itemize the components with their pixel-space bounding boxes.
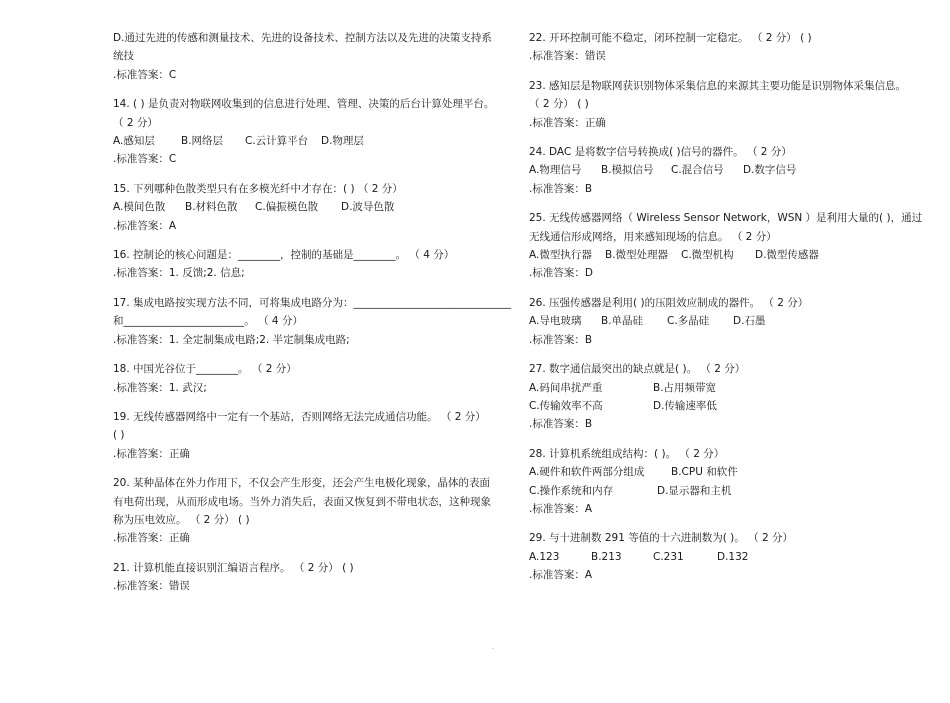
option-c: C.231 (653, 550, 684, 563)
option-row (113, 198, 505, 216)
standard-answer: .标准答案：正确 (113, 447, 190, 460)
question-text-line: 24. DAC 是将数字信号转换成( )信号的器件。 （ 2 分） (529, 146, 792, 159)
option-d: D.波导色散 (341, 201, 395, 214)
standard-answer: .标准答案：B (529, 182, 593, 195)
question-text-line: 17. 集成电路按实现方法不同，可将集成电路分为：______________________________ (113, 296, 512, 309)
option-b: B.占用频带宽 (653, 381, 717, 394)
option-c: C.偏振模色散 (255, 201, 319, 214)
option-a: A.硬件和软件两部分组成 (529, 466, 645, 479)
question-29 (529, 529, 919, 584)
option-row (529, 312, 919, 330)
standard-answer: .标准答案：错误 (529, 50, 606, 63)
option-a: A.码间串扰严重 (529, 381, 603, 394)
question-text-line: 23. 感知层是物联网获识别物体采集信息的来源其主要功能是识别物体采集信息。 (529, 79, 907, 92)
option-row (529, 161, 919, 179)
option-d: D.数字信号 (743, 164, 797, 177)
question-21 (113, 559, 505, 596)
option-b: B.材料色散 (185, 201, 238, 214)
question-text-line: 29. 与十进制数 291 等值的十六进制数为( )。 （ 2 分） (529, 532, 793, 545)
question-text-line: （ 2 分） (113, 116, 158, 129)
option-b: B.网络层 (181, 135, 224, 148)
option-a: A.模间色散 (113, 201, 166, 214)
option-a: A.导电玻璃 (529, 315, 582, 328)
question-13-tail (113, 29, 505, 84)
question-text-line: D.通过先进的传感和测量技术、先进的设备技术、控制方法以及先进的决策支持系 (113, 32, 492, 44)
page-mark: . (492, 644, 494, 651)
question-22 (529, 29, 919, 66)
question-text-line: 27. 数字通信最突出的缺点就是( )。 （ 2 分） (529, 363, 746, 376)
question-26 (529, 294, 919, 349)
standard-answer: .标准答案：C (113, 153, 177, 166)
standard-answer: .标准答案：1. 全定制集成电路;2. 半定制集成电路; (113, 333, 350, 346)
question-text-line: 19. 无线传感器网络中一定有一个基站，否则网络无法完成通信功能。 （ 2 分） (113, 410, 486, 423)
question-16 (113, 246, 505, 283)
standard-answer: .标准答案：1. 武汉; (113, 381, 207, 394)
option-d: D.传输速率低 (653, 399, 717, 412)
question-text-line: （ 2 分） ( ) (529, 98, 589, 111)
standard-answer: .标准答案：A (529, 502, 593, 515)
option-row (529, 246, 919, 264)
question-text-line: 18. 中国光谷位于________。 （ 2 分） (113, 363, 297, 376)
standard-answer: .标准答案：C (113, 68, 177, 81)
option-d: D.显示器和主机 (657, 484, 732, 497)
standard-answer: .标准答案：B (529, 333, 593, 346)
question-text-line: 统技 (113, 50, 134, 63)
question-text-line: 26. 压强传感器是利用( )的压阻效应制成的器件。 （ 2 分） (529, 296, 809, 309)
right-column (529, 29, 923, 596)
question-text-line: 20. 某种晶体在外力作用下，不仅会产生形变，还会产生电极化现象，晶体的表面 (113, 477, 491, 490)
option-row (529, 397, 919, 415)
standard-answer: .标准答案：D (529, 267, 593, 280)
question-text-line: 21. 计算机能直接识别汇编语言程序。 （ 2 分） ( ) (113, 561, 354, 574)
option-b: B.CPU 和软件 (671, 466, 738, 479)
option-c: C.混合信号 (671, 164, 724, 177)
question-text-line: 16. 控制论的核心问题是：________，控制的基础是________。 （ 4 分） (113, 249, 455, 262)
question-19 (113, 408, 505, 463)
option-row (529, 482, 919, 500)
option-b: B.单晶硅 (601, 315, 644, 328)
question-text-line: 25. 无线传感器网络（ Wireless Sensor Network，WSN ）是利用大量的( )，通过 (529, 212, 923, 225)
option-b: B.模拟信号 (601, 164, 654, 177)
question-24 (529, 143, 919, 198)
option-row (113, 132, 505, 150)
option-c: C.云计算平台 (245, 135, 309, 148)
question-text-line: 称为压电效应。 （ 2 分） ( ) (113, 513, 250, 526)
question-text-line: 有电荷出现，从而形成电场。当外力消失后，表面又恢复到不带电状态，这种现象 (113, 495, 491, 508)
question-17 (113, 294, 512, 349)
option-row (529, 463, 919, 481)
standard-answer: .标准答案：A (529, 569, 593, 582)
standard-answer: .标准答案：A (113, 219, 177, 232)
question-20 (113, 474, 505, 548)
question-28 (529, 445, 919, 519)
standard-answer: .标准答案：1. 反馈;2. 信息; (113, 267, 245, 280)
option-c: C.操作系统和内存 (529, 484, 614, 497)
option-c: C.传输效率不高 (529, 399, 603, 412)
option-d: D.石墨 (733, 315, 766, 328)
question-23 (529, 77, 919, 132)
option-c: C.微型机构 (681, 249, 734, 262)
standard-answer: .标准答案：B (529, 418, 593, 431)
option-b: B.微型处理器 (605, 249, 669, 262)
question-text-line: 15. 下列哪种色散类型只有在多模光纤中才存在：( ) （ 2 分） (113, 182, 403, 195)
question-15 (113, 180, 505, 235)
option-a: A.123 (529, 550, 560, 563)
option-row (529, 548, 919, 566)
question-25 (529, 209, 923, 283)
question-27 (529, 360, 919, 434)
option-c: C.多晶硅 (667, 315, 710, 328)
option-a: A.微型执行器 (529, 249, 592, 262)
option-d: D.微型传感器 (755, 249, 819, 262)
option-d: D.物理层 (321, 135, 364, 148)
option-a: A.物理信号 (529, 164, 582, 177)
left-column (113, 29, 512, 607)
option-a: A.感知层 (113, 135, 155, 148)
standard-answer: .标准答案：正确 (113, 532, 190, 545)
question-text-line: 无线通信形成网络，用来感知现场的信息。 （ 2 分） (529, 230, 777, 243)
standard-answer: .标准答案：正确 (529, 116, 606, 129)
question-14 (113, 95, 505, 169)
question-18 (113, 360, 505, 397)
question-text-line: ( ) (113, 429, 125, 442)
option-d: D.132 (717, 550, 749, 563)
question-text-line: 28. 计算机系统组成结构：( )。 （ 2 分） (529, 447, 725, 460)
option-row (529, 379, 919, 397)
question-text-line: 和_______________________。 （ 4 分） (113, 315, 303, 328)
question-text-line: 14. ( ) 是负责对物联网收集到的信息进行处理、管理、决策的后台计算处理平台。 (113, 98, 495, 111)
standard-answer: .标准答案：错误 (113, 580, 190, 593)
question-text-line: 22. 开环控制可能不稳定，闭环控制一定稳定。 （ 2 分） ( ) (529, 32, 812, 44)
option-b: B.213 (591, 550, 622, 563)
